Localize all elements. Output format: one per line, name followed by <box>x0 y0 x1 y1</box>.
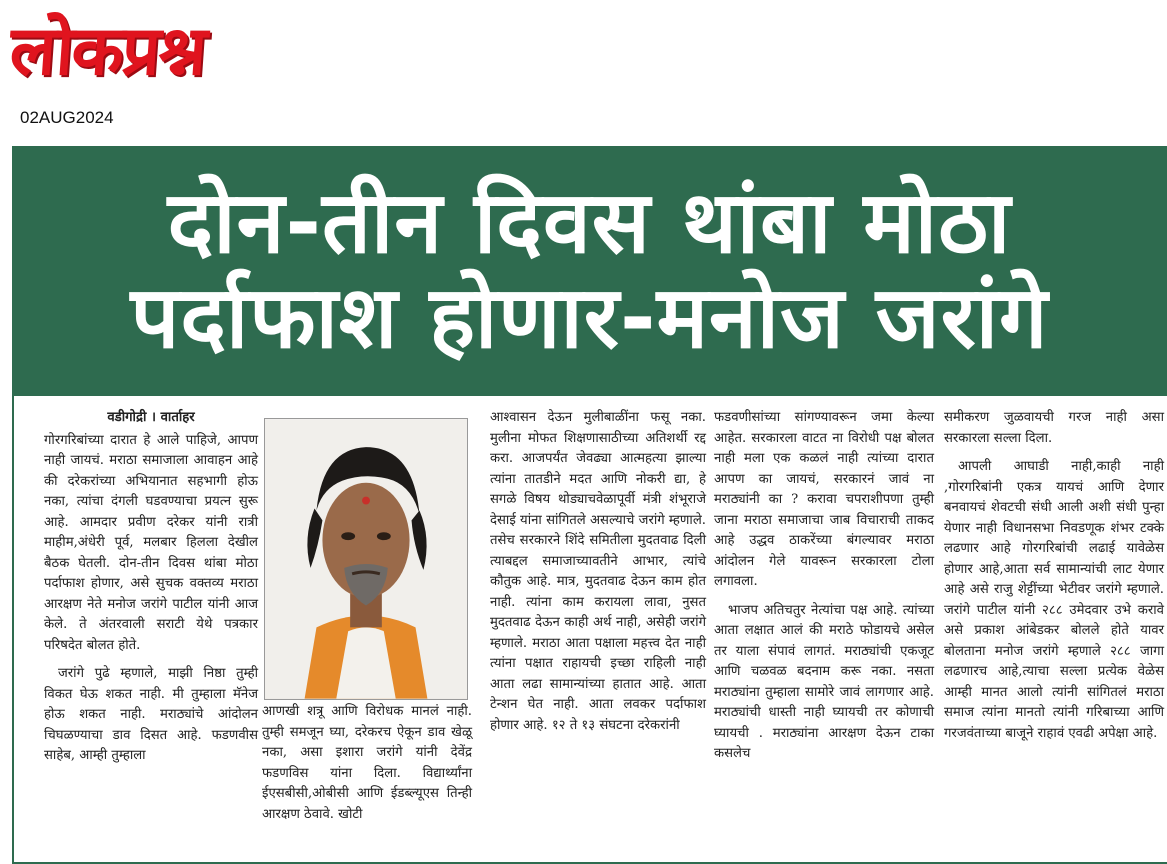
newspaper-logo <box>7 4 282 100</box>
masthead <box>7 4 310 134</box>
paragraph: आणखी शत्रू आणि विरोधक मानलं नाही. तुम्ही समजून घ्या, दरेकरच ऐकून डाव खेळू नका, असा इशारा जरांगे यांनी देवेंद्र फडणविस यांना दिला. विद्यार्थ्यांना ईएसबीसी,ओबीसी आणि ईडब्ल्यूएस तिन्ही आरक्षण ठेवावे. खोटी <box>262 704 472 822</box>
portrait-photo <box>264 418 468 700</box>
article-column-3 <box>490 408 706 744</box>
paragraph: फडवणीसांच्या सांगण्यावरून जमा केल्या आहेत. सरकारला वाटत ना विरोधी पक्ष बोलत नाही मला एक कळलं नाही त्यांच्या दारात आपण का जायचं, सरकारनं जावं ना मराठ्यांनी का ? करावा चपराशीपणा तुम्ही जाना मराठा समाजाचा जाब विचाराची ताकद आहे उद्धव ठाकरेंच्या बंगल्यावर मराठा आंदोलन गेले यावरून सरकारला टोला लगावला. <box>714 410 934 589</box>
portrait-illustration <box>265 419 467 699</box>
paragraph: समीकरण जुळवायची गरज नाही असा सरकारला सल्ला दिला. <box>944 410 1164 446</box>
article-column-4 <box>714 408 934 773</box>
paragraph: जरांगे पुढे म्हणाले, माझी निष्ठा तुम्ही विकत घेऊ शकत नाही. मी तुम्हाला मॅनेज होऊ शकत नाही. मराठ्यांचे आंदोलन चिघळण्याचा डाव दिसत आहे. फडणवीस साहेब, आम्ही तुम्हाला <box>44 666 258 763</box>
article-column-1 <box>44 408 258 775</box>
headline-banner <box>12 146 1167 396</box>
headline-line-1: दोन-तीन दिवस थांबा मोठा <box>167 173 1012 274</box>
article-column-2 <box>262 702 472 833</box>
logo-text: लोकप्रश्न <box>7 12 208 91</box>
article-body <box>12 396 1167 864</box>
paragraph: आपली आघाडी नाही,काही नाही ,गोरगरिबांनी एकत्र यायचं आणि देणार बनवायचं शेवटची संधी आली अशी संधी पुन्हा येणार नाही विधानसभा निवडणूक शंभर टक्के लढणार आहे गोरगरिबांची लढाई यावेळेस होणार आहे,आता सर्व सामान्यांची लाट येणार आहे असे राजु शेट्टींच्या भेटीवर जरांगे म्हणाले. जरांगे पाटील यांनी २८८ उमेदवार उभे करावे असे प्रकाश आंबेडकर बोलले होते यावर बोलताना मनोज जरांगे म्हणाले २८८ जागा लढणारच आहे,त्याचा सल्ला प्रत्येक वेळेस आम्ही मानत आलो त्यांनी सांगितलं मराठा समाज त्यांना मानतो त्यांनी गरिबाच्या आणि गरजवंताच्या बाजूने राहावं एवढी अपेक्षा आहे. <box>944 459 1164 741</box>
paragraph: आश्वासन देऊन मुलीबाळींना फसू नका. मुलीना मोफत शिक्षणासाठीच्या अतिशर्थी रद्द करा. आजपर्यंत जेवढ्या आत्महत्या झाल्या त्यांना तातडीने मदत आणि नोकरी द्या, हे सगळे विषय थोड्याचवेळापूर्वी मंत्री शंभूराजे देसाई यांना सांगितले असल्याचे जरांगे म्हणाले. तसेच सरकारने शिंदे समितीला मुदतवाढ दिली त्याबद्दल समाजाच्यावतीने आभार, त्यांचे कौतुक आहे. मात्र, मुदतवाढ देऊन काम होत नाही. त्यांना काम करायला लावा, नुसत मुदतवाढ देऊन काही अर्थ नाही, असेही जरांगे म्हणाले. मराठा आता पक्षाला महत्त्व देत नाही त्यांना पक्षात राहायची इच्छा राहिली नाही आता लढा सामान्यांच्या हातात आहे. आता टेन्शन घेत नाही. आता लवकर पर्दाफाश होणार आहे. १२ ते १३ संघटना दरेकरांनी <box>490 410 706 733</box>
publication-date: 02AUG2024 <box>20 108 114 127</box>
headline-line-2: पर्दाफाश होणार-मनोज जरांगे <box>130 268 1049 368</box>
article-column-5 <box>944 408 1164 752</box>
byline: वडीगोद्री । वार्ताहर <box>107 410 195 425</box>
paragraph: भाजप अतिचतुर नेत्यांचा पक्ष आहे. त्यांच्या आता लक्षात आलं की मराठे फोडायचे असेल तर याला संपावं लागतं. मराठ्यांची एकजूट आणि चळवळ बदनाम करू नका. नसता मराठ्यांना तुम्हाला सामोरे जावं लागणार आहे. मराठ्यांची धास्ती नाही घ्यायची तर कोणाची घ्यायची . मराठ्यांना आरक्षण देऊन टाका कसलेच <box>714 602 934 761</box>
paragraph: गोरगरिबांच्या दारात हे आले पाहिजे, आपण नाही जायचं. मराठा समाजाला आवाहन आहे की दरेकरांच्या अभियानात सहभागी होऊ नका, त्यांचा दंगली घडवण्याचा प्रयत्न सुरू आहे. आमदार प्रवीण दरेकर यांनी रात्री माहीम,अंधेरी पूर्व, मलबार हिलला देखील बैठक घेतली. दोन-तीन दिवस थांबा मोठा पर्दाफाश होणार, असे सुचक वक्तव्य मराठा आरक्षण नेते मनोज जरांगे पाटील यांनी आज केले. ते अंतरवाली सराटी येथे पत्रकार परिषदेत बोलत होते. <box>44 432 258 653</box>
